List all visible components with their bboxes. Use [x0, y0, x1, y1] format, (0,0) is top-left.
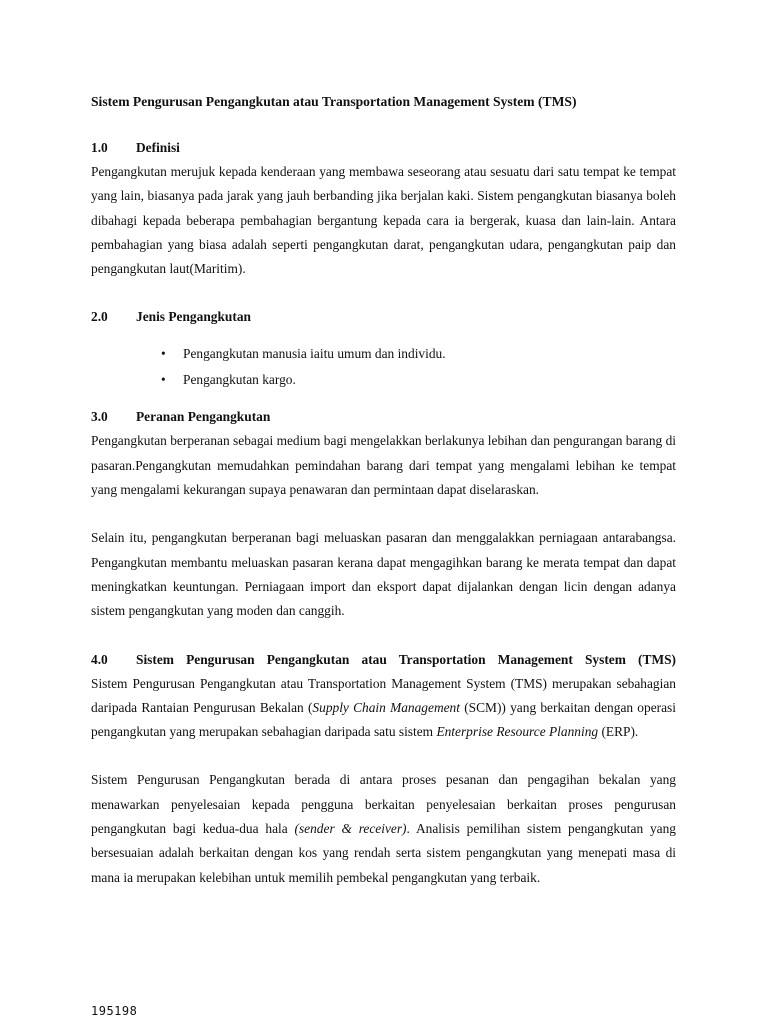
section-1-title: Definisi — [136, 140, 180, 155]
section-4-title: Sistem Pengurusan Pengangkutan atau Transportation Management System (TMS) — [136, 651, 676, 667]
document-title: Sistem Pengurusan Pengangkutan atau Transportation Management System (TMS) — [91, 94, 577, 109]
section-2-heading — [91, 305, 676, 329]
section-4-paragraph-2 — [91, 768, 676, 889]
section-4-paragraph-1 — [91, 672, 676, 745]
list-item — [161, 341, 676, 367]
section-4-p1-text-2: (SCM)) yang berkaitan dengan operasi pengangkutan yang merupakan sebahagian daripada satu sistem — [91, 699, 676, 740]
section-1-number: 1.0 — [91, 140, 108, 155]
section-4-number: 4.0 — [91, 651, 108, 667]
section-4-p1-italic-erp: Enterprise Resource Planning — [436, 724, 599, 740]
list-item — [161, 367, 676, 393]
bullet-text: Pengangkutan manusia iaitu umum dan individu. — [183, 346, 446, 362]
bullet-icon: • — [161, 346, 166, 362]
document-page — [91, 92, 676, 890]
footer-code: 195198 — [91, 1004, 138, 1018]
section-2-number: 2.0 — [91, 309, 108, 325]
section-4-p2-text-2: . Analisis pemilihan sistem pengangkutan yang bersesuaian adalah berkaitan dengan kos yang rendah serta sistem pengangkutan yang menepati masa di mana ia merupakan kelebihan untuk memilih pembekal pengangkutan yang terbaik. — [91, 821, 677, 885]
section-3-title: Peranan Pengangkutan — [136, 409, 271, 425]
section-4-p1-text-1: Sistem Pengurusan Pengangkutan atau Transportation Management System (TMS) merupakan sebahagian daripada Rantaian Pengurusan Bekalan ( — [91, 675, 676, 715]
section-3-paragraph-1: Pengangkutan berperanan sebagai medium bagi mengelakkan berlakunya lebihan dan pengurangan barang di pasaran.Pengangkutan memudahkan pemindahan barang dari tempat yang mengalami lebihan ke tempat yang mengalami kekurangan supaya penawaran dan permintaan dapat diselaraskan. — [91, 433, 676, 498]
section-4-p2-italic: (sender & receiver) — [294, 821, 407, 837]
section-2-bullet-list — [91, 341, 676, 393]
section-3-heading — [91, 405, 676, 429]
section-4-heading — [91, 648, 676, 672]
section-3-number: 3.0 — [91, 409, 108, 425]
bullet-icon: • — [161, 372, 166, 388]
section-4-p1-italic-scm: Supply Chain Management — [312, 699, 460, 715]
bullet-text: Pengangkutan kargo. — [183, 372, 296, 388]
section-1-heading — [91, 136, 676, 160]
section-4-p1-text-3: (ERP). — [598, 724, 639, 740]
section-3-paragraph-2: Selain itu, pengangkutan berperanan bagi meluaskan pasaran dan menggalakkan perniagaan antarabangsa. Pengangkutan membantu meluaskan pasaran kerana dapat mengagihkan barang ke merata tempat dan dapat meningkatkan keuntungan. Perniagaan import dan eksport dapat dijalankan dengan licin dengan adanya sistem pengangkutan yang moden dan canggih. — [91, 530, 676, 619]
section-1-paragraph: Pengangkutan merujuk kepada kenderaan yang membawa seseorang atau sesuatu dari satu tempat ke tempat yang lain, biasanya pada jarak yang jauh berbanding jika berjalan kaki. Sistem pengangkutan biasanya boleh dibahagi kepada beberapa pembahagian bergantung kepada cara ia bergerak, kuasa dan lain-lain. Antara pembahagian yang biasa adalah seperti pengangkutan darat, pengangkutan udara, pengangkutan paip dan pengangkutan laut(Maritim). — [91, 164, 676, 277]
section-4-p2-text-1: Sistem Pengurusan Pengangkutan berada di antara proses pesanan dan pengagihan bekalan yang menawarkan penyelesaian kepada pengguna berkaitan penyelesaian berkaitan proses pengurusan pengangkutan bagi kedua-dua hala — [91, 772, 676, 837]
section-2-title: Jenis Pengangkutan — [136, 309, 251, 325]
